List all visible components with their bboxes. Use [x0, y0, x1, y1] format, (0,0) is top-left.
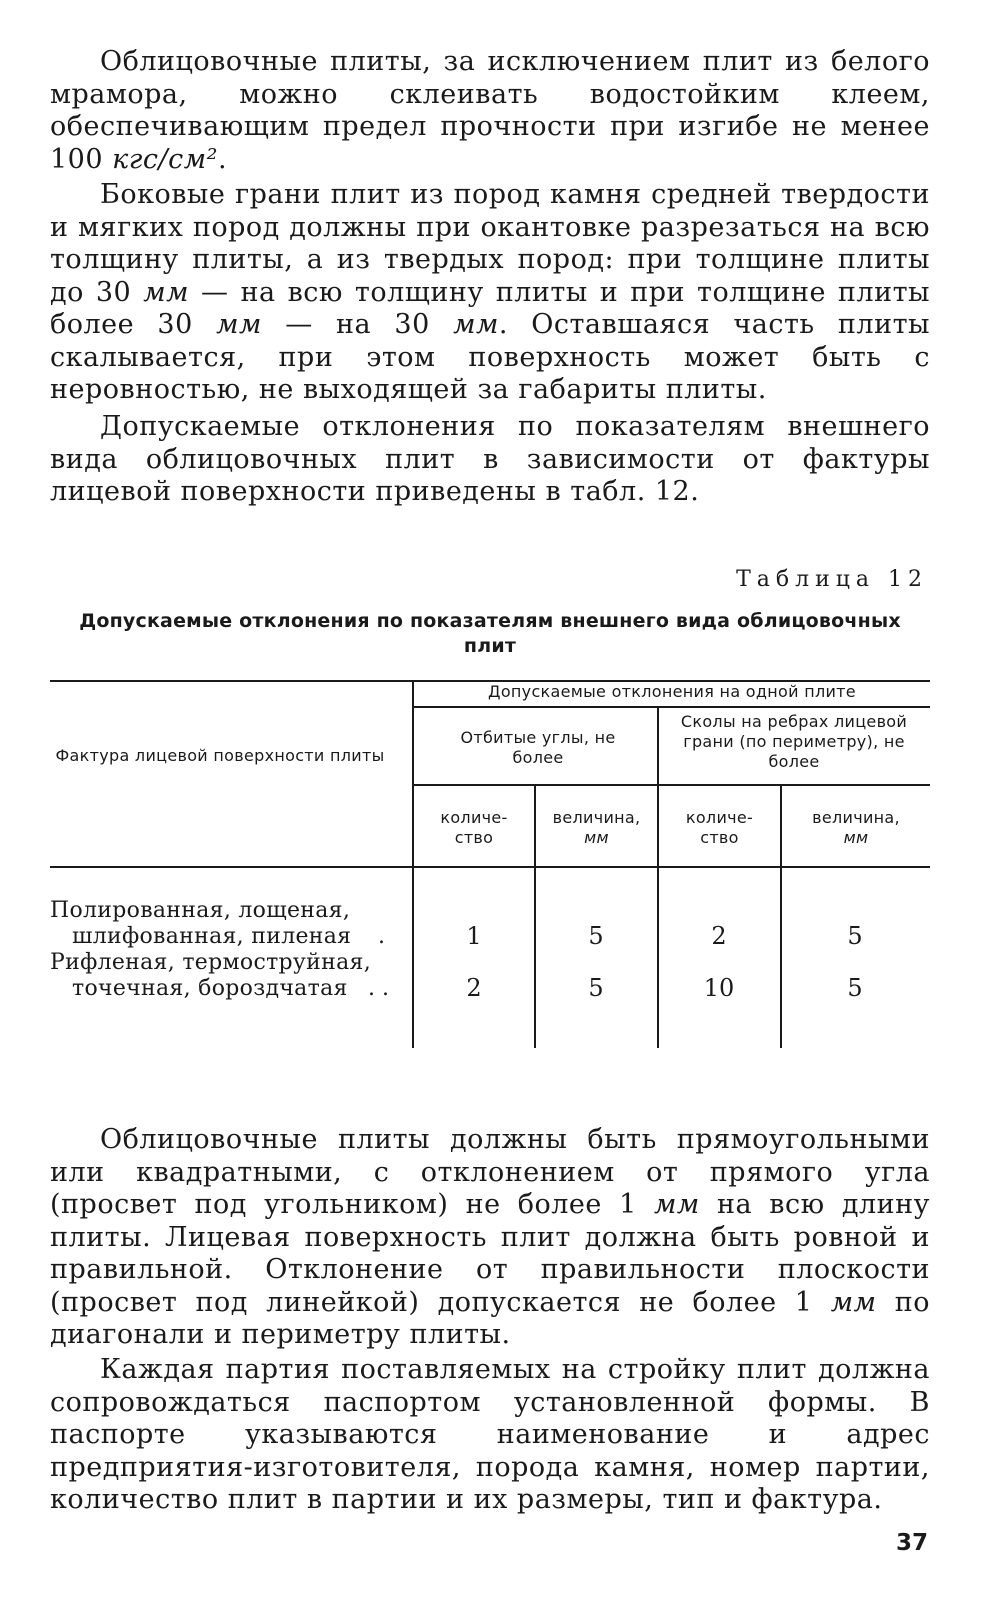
- table-rule: [412, 784, 930, 786]
- size-unit: мм: [584, 828, 609, 847]
- paragraph-table-reference: Допускаемые отклонения по показателям внешнего вида облицовочных плит в зависимости от фактуры лицевой поверхности приведены в табл. 12.: [50, 411, 930, 507]
- paragraph-text: .: [217, 143, 228, 175]
- paragraph-text: Боковые грани плит из пород камня средней твердости и мягких пород должны при окантовке разрезаться на всю толщину плиты, а из твердых пород: при толщине плиты до 30: [50, 179, 930, 308]
- row-label: [50, 950, 396, 1002]
- header-corners-size: [536, 808, 657, 848]
- header-edge-chips: Сколы на ребрах лицевой грани (по периметру), не более: [680, 712, 908, 771]
- unit-text: мм: [830, 1286, 877, 1318]
- unit-text: мм: [216, 309, 262, 340]
- cell-chips-qty: 2: [711, 922, 727, 950]
- cell-corners-qty: 1: [466, 922, 482, 950]
- header-corners-quantity: количе- ство: [440, 808, 508, 847]
- unit-text: мм: [453, 309, 499, 340]
- header-chips-quantity: количе- ство: [685, 808, 754, 847]
- header-chips-size: [782, 808, 930, 848]
- row-label-line: Рифленая, термоструйная,: [50, 950, 371, 975]
- paragraph-shape-requirements: [50, 1124, 930, 1352]
- leader-dots: .: [378, 924, 385, 949]
- unit-text: мм: [654, 1189, 700, 1220]
- paragraph-passport: Каждая партия поставляемых на стройку плит должна сопровождаться паспортом установленной формы. В паспорте указываются наименование и адрес предприятия-изготовителя, порода камня, номер партии, количество плит в партии и их размеры, тип и фактура.: [50, 1354, 930, 1515]
- paragraph-text: Облицовочные плиты должны быть прямоугольными или квадратными, с отклонением от прямого угла (просвет под угольником) не более 1: [50, 1124, 930, 1220]
- paragraph-edges: [50, 179, 930, 407]
- row-label-line: точечная, бороздчатая: [72, 976, 348, 1001]
- page-number: 37: [895, 1530, 928, 1556]
- size-label: величина,: [552, 808, 641, 827]
- table-rule: [412, 706, 930, 708]
- table-number: Таблица 12: [736, 567, 928, 592]
- row-label: [50, 898, 396, 950]
- row-label-line: Полированная, лощеная,: [50, 898, 351, 923]
- unit-text: кгс/см²: [112, 143, 218, 175]
- paragraph-text: . Оставшаяся часть плиты скалывается, при этом поверхность может быть с неровностью, не выходящей за габариты плиты.: [50, 309, 930, 405]
- size-label: величина,: [812, 808, 900, 827]
- paragraph-text: — на 30: [285, 309, 430, 340]
- deviations-table: [50, 680, 930, 1060]
- size-unit: мм: [843, 828, 869, 847]
- cell-corners-size: 5: [588, 922, 604, 950]
- cell-chips-qty: 10: [703, 974, 735, 1002]
- table-header-bottom-rule: [50, 866, 930, 868]
- paragraph-text: — на всю толщину плиты и при толщине плиты более 30: [50, 276, 930, 340]
- cell-chips-size: 5: [847, 922, 863, 950]
- table-title: Допускаемые отклонения по показателям внешнего вида облицовочных плит: [79, 610, 901, 657]
- header-texture: Фактура лицевой поверхности плиты: [55, 746, 385, 765]
- paragraph-text: по диагонали и периметру плиты.: [50, 1286, 930, 1350]
- row-label-line: шлифованная, пиленая: [72, 924, 352, 949]
- paragraph-glueing: [50, 46, 930, 176]
- header-broken-corners: Отбитые углы, не более: [460, 728, 616, 767]
- cell-chips-size: 5: [847, 974, 863, 1002]
- header-group: Допускаемые отклонения на одной плите: [488, 682, 856, 701]
- cell-corners-qty: 2: [466, 974, 482, 1002]
- unit-text: мм: [143, 276, 190, 308]
- paragraph-text: Облицовочные плиты, за исключением плит из белого мрамора, можно склеивать водостойким клеем, обеспечивающим предел прочности при изгибе не менее 100: [50, 46, 930, 175]
- leader-dots: . .: [368, 976, 389, 1001]
- cell-corners-size: 5: [588, 974, 604, 1002]
- paragraph-text: на всю длину плиты. Лицевая поверхность плит должна быть ровной и правильной. Отклонение от правильности плоскости (просвет под линейкой) допускается не более 1: [50, 1189, 930, 1318]
